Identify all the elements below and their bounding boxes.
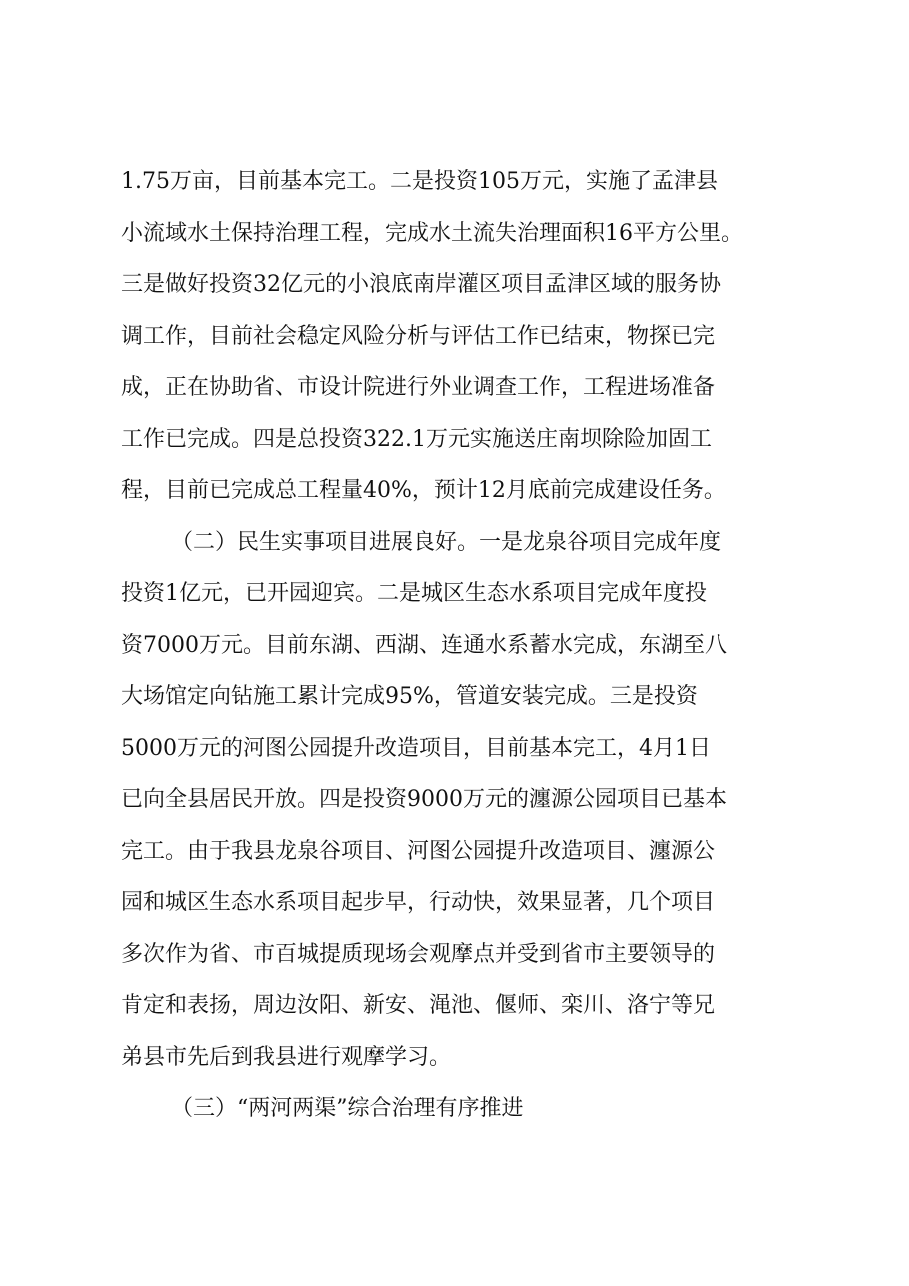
paragraph-line: 调工作，目前社会稳定风险分析与评估工作已结束，物探已完 <box>121 324 716 349</box>
paragraph-line: 工作已完成。四是总投资322.1万元实施送庄南坝除险加固工 <box>121 427 712 452</box>
paragraph-line: 多次作为省、市百城提质现场会观摩点并受到省市主要领导的 <box>121 942 716 967</box>
paragraph-line: 5000万元的河图公园提升改造项目，目前基本完工，4月1日 <box>121 736 711 761</box>
paragraph-line: 大场馆定向钻施工累计完成95%，管道安装完成。三是投资 <box>121 684 698 709</box>
paragraph-line: 完工。由于我县龙泉谷项目、河图公园提升改造项目、瀍源公 <box>121 839 716 864</box>
section-heading-2: （二）民生实事项目进展良好。一是龙泉谷项目完成年度 <box>171 530 722 555</box>
paragraph-line: 肯定和表扬，周边汝阳、新安、渑池、偃师、栾川、洛宁等兄 <box>121 993 716 1018</box>
paragraph-line: 弟县市先后到我县进行观摩学习。 <box>121 1045 452 1070</box>
paragraph-line: 投资1亿元，已开园迎宾。二是城区生态水系项目完成年度投 <box>121 581 707 606</box>
section-heading-3: （三）“两河两渠”综合治理有序推进 <box>171 1096 524 1121</box>
paragraph-line: 1.75万亩，目前基本完工。二是投资105万元，实施了孟津县 <box>121 169 718 194</box>
paragraph-line: 成，正在协助省、市设计院进行外业调查工作，工程进场准备 <box>121 375 716 400</box>
paragraph-line: 已向全县居民开放。四是投资9000万元的瀍源公园项目已基本 <box>121 787 727 812</box>
paragraph-line: 园和城区生态水系项目起步早，行动快，效果显著，几个项目 <box>121 890 716 915</box>
paragraph-line: 程，目前已完成总工程量40%，预计12月底前完成建设任务。 <box>121 478 726 503</box>
paragraph-line: 三是做好投资32亿元的小浪底南岸灌区项目孟津区域的服务协 <box>121 272 721 297</box>
paragraph-line: 资7000万元。目前东湖、西湖、连通水系蓄水完成，东湖至八 <box>121 633 727 658</box>
paragraph-line: 小流域水土保持治理工程，完成水土流失治理面积16平方公里。 <box>121 221 743 246</box>
